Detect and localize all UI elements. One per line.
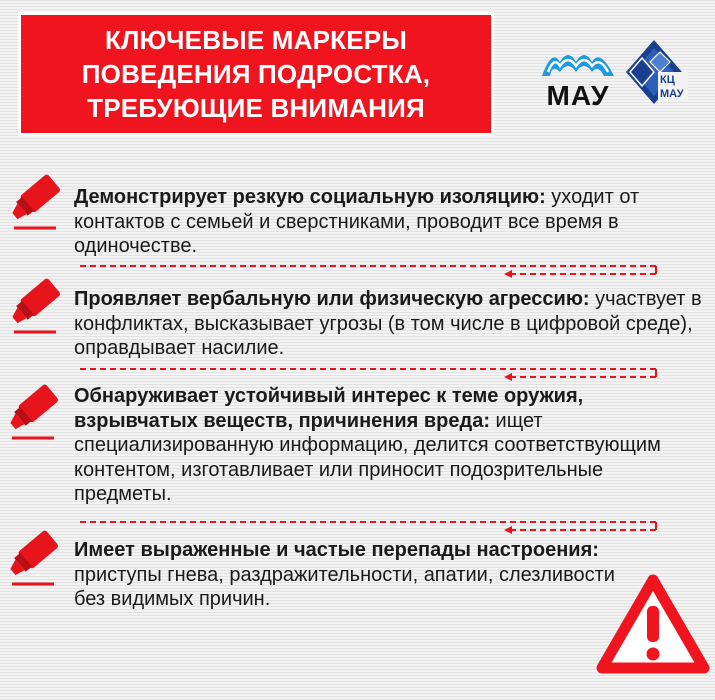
kc-mau-logo xyxy=(620,38,690,110)
dashed-arrow-separator xyxy=(80,365,660,381)
mau-waves-logo-icon xyxy=(538,42,618,82)
item-lead-text: Демонстрирует резкую социальную изоляцию: xyxy=(74,186,546,208)
highlighter-marker-icon xyxy=(4,526,74,590)
title-banner xyxy=(18,12,494,136)
title-line: ТРЕБУЮЩИЕ ВНИМАНИЯ xyxy=(87,93,425,123)
kc-logo-text: КЦ xyxy=(660,74,675,86)
item-body-text: уходит от контактов с семьей и сверстниками, проводит все время в одиночестве. xyxy=(74,186,640,257)
item-body-text: участвует в конфликтах, высказывает угрозы (в том числе в цифровой среде), оправдывает насилие. xyxy=(74,288,702,359)
item-lead-text: Проявляет вербальную или физическую агрессию: xyxy=(74,288,590,310)
item-body-text: ищет специализированную информацию, делится соответствующим контентом, изготавливает или приносит подозрительные предметы. xyxy=(74,409,661,505)
highlighter-marker-icon xyxy=(4,380,74,444)
title-line: ПОВЕДЕНИЯ ПОДРОСТКА, xyxy=(81,59,431,89)
dashed-arrow-separator xyxy=(80,518,660,534)
kc-logo-subtext: МАУ xyxy=(660,88,684,100)
warning-triangle-icon xyxy=(596,572,710,676)
mau-logo xyxy=(538,42,618,112)
item-body-text: приступы гнева, раздражительности, апатии, слезливости без видимых причин. xyxy=(74,563,615,610)
marker-item xyxy=(74,538,634,612)
item-lead-text: Имеет выраженные и частые перепады настроения: xyxy=(74,539,599,561)
highlighter-marker-icon xyxy=(6,170,76,234)
mau-logo-text: МАУ xyxy=(546,80,610,111)
highlighter-marker-icon xyxy=(6,274,76,338)
dashed-arrow-separator xyxy=(80,262,660,278)
marker-item xyxy=(74,384,704,507)
marker-item xyxy=(74,185,704,259)
marker-item xyxy=(74,287,704,361)
title-line: КЛЮЧЕВЫЕ МАРКЕРЫ xyxy=(105,25,407,55)
item-lead-text: Обнаруживает устойчивый интерес к теме оружия, взрывчатых веществ, причинения вреда: xyxy=(74,385,584,432)
